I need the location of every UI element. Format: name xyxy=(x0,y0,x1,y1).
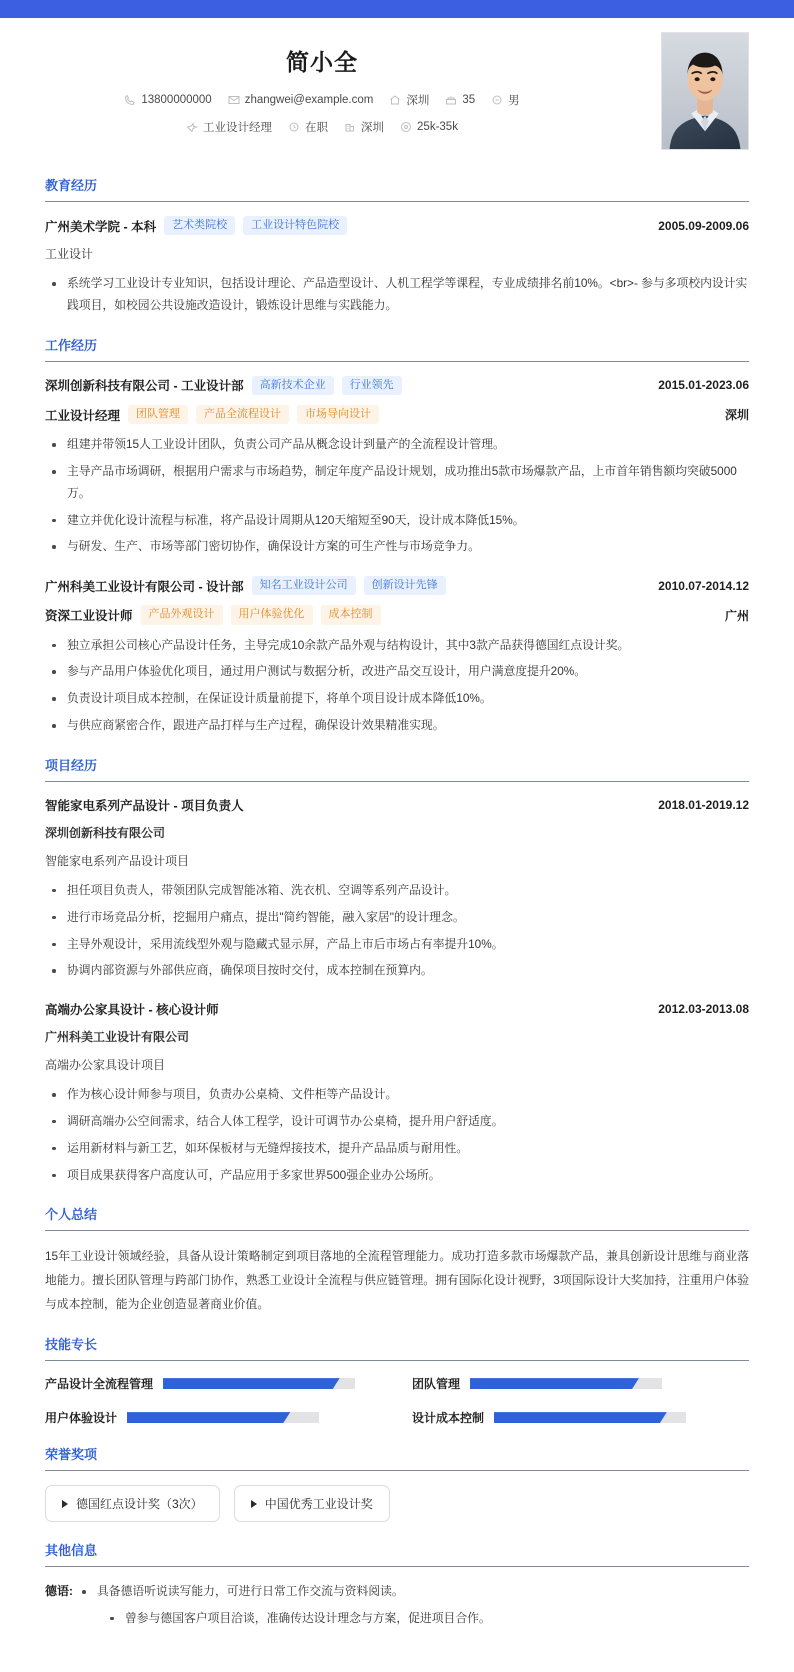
project-entry-header xyxy=(45,1000,749,1018)
list-item: 系统学习工业设计专业知识，包括设计理论、产品造型设计、人机工程学等课程，专业成绩排名前10%。<br>- 参与多项校内设计实践项目，如校园公共设施改造设计，锻炼设计思维与实践能力。 xyxy=(49,273,749,317)
project-entry-header xyxy=(45,796,749,814)
contact-location xyxy=(389,92,429,108)
work-role-tag: 市场导向设计 xyxy=(297,405,379,424)
education-tag: 艺术类院校 xyxy=(164,216,235,235)
work-role-tag: 用户体验优化 xyxy=(231,605,313,624)
list-item: 曾参与德国客户项目洽谈，准确传达设计理念与方案，促进项目合作。 xyxy=(79,1608,749,1630)
project-entry xyxy=(45,796,749,982)
skill-label: 团队管理 xyxy=(412,1377,461,1392)
skill-item xyxy=(45,1409,382,1426)
cake-icon xyxy=(445,94,457,106)
list-item: 调研高端办公空间需求，结合人体工程学，设计可调节办公桌椅，提升用户舒适度。 xyxy=(49,1111,749,1133)
work-tag: 行业领先 xyxy=(342,376,402,395)
play-triangle-icon xyxy=(62,1500,68,1508)
mail-icon xyxy=(228,94,240,106)
work-date: 2015.01-2023.06 xyxy=(658,378,749,393)
work-role-tag: 团队管理 xyxy=(128,405,188,424)
education-entry xyxy=(45,216,749,317)
salary-icon xyxy=(400,121,412,133)
list-item: 参与产品用户体验优化项目，通过用户测试与数据分析，改进产品交互设计，用户满意度提升20%。 xyxy=(49,661,749,683)
contact-phone-text: 13800000000 xyxy=(141,94,212,106)
section-title-education: 教育经历 xyxy=(45,175,749,202)
work-bullets xyxy=(49,635,749,737)
list-item: 进行市场竞品分析，挖掘用户痛点，提出"简约智能，融入家居"的设计理念。 xyxy=(49,907,749,929)
job-salary-text: 25k-35k xyxy=(417,121,458,133)
award-label: 德国红点设计奖（3次） xyxy=(76,1497,203,1512)
work-role: 资深工业设计师 xyxy=(45,609,133,624)
education-entry-header xyxy=(45,216,749,235)
section-education xyxy=(45,175,749,317)
project-company: 广州科美工业设计有限公司 xyxy=(45,1030,190,1045)
list-item: 组建并带领15人工业设计团队，负责公司产品从概念设计到量产的全流程设计管理。 xyxy=(49,434,749,456)
status-icon xyxy=(288,121,300,133)
education-school: 广州美术学院 - 本科 xyxy=(45,219,157,234)
project-name: 智能家电系列产品设计 - 项目负责人 xyxy=(45,798,244,813)
skill-progress-fill xyxy=(470,1378,639,1389)
project-subtitle: 高端办公家具设计项目 xyxy=(45,1058,166,1073)
other-info-row xyxy=(45,1581,749,1635)
skill-progress-track xyxy=(127,1412,319,1423)
job-status xyxy=(288,119,328,135)
contact-line-1 xyxy=(45,92,749,108)
skill-item xyxy=(412,1375,749,1392)
project-name: 高端办公家具设计 - 核心设计师 xyxy=(45,1003,219,1018)
target-icon xyxy=(186,121,198,133)
contact-age-text: 35 xyxy=(462,94,476,106)
list-item: 运用新材料与新工艺，如环保板材与无缝焊接技术，提升产品品质与耐用性。 xyxy=(49,1138,749,1160)
contact-location-text: 深圳 xyxy=(406,95,430,107)
work-entry-header xyxy=(45,576,749,595)
gender-icon xyxy=(491,94,503,106)
work-role-tag: 成本控制 xyxy=(321,605,381,624)
contact-age xyxy=(445,94,475,106)
list-item: 与供应商紧密合作，跟进产品打样与生产过程，确保设计效果精准实现。 xyxy=(49,715,749,737)
contact-line-2 xyxy=(45,119,749,135)
project-date: 2018.01-2019.12 xyxy=(658,797,749,812)
work-tag: 高新技术企业 xyxy=(252,376,334,395)
top-accent-bar xyxy=(0,0,794,18)
skill-progress-track xyxy=(470,1378,662,1389)
resume-page xyxy=(0,18,794,1635)
work-role-tag: 产品全流程设计 xyxy=(196,405,289,424)
list-item: 独立承担公司核心产品设计任务，主导完成10余款产品外观与结构设计，其中3款产品获得德国红点设计奖。 xyxy=(49,635,749,657)
work-date: 2010.07-2014.12 xyxy=(658,578,749,593)
skill-progress-track xyxy=(163,1378,355,1389)
skill-progress-track xyxy=(494,1412,686,1423)
job-status-text: 在职 xyxy=(305,122,329,134)
section-other-info xyxy=(45,1540,749,1635)
job-target xyxy=(186,119,272,135)
work-entry xyxy=(45,376,749,558)
list-item: 建立并优化设计流程与标准，将产品设计周期从120天缩短至90天，设计成本降低15%。 xyxy=(49,510,749,532)
skill-item xyxy=(45,1375,382,1392)
city-icon xyxy=(344,121,356,133)
work-tag: 知名工业设计公司 xyxy=(252,576,356,595)
skill-label: 用户体验设计 xyxy=(45,1411,118,1426)
skill-label: 设计成本控制 xyxy=(412,1411,485,1426)
skill-progress-fill xyxy=(163,1378,340,1389)
award-chip[interactable] xyxy=(234,1485,390,1522)
other-info-list xyxy=(79,1581,749,1635)
section-awards xyxy=(45,1444,749,1522)
work-place: 深圳 xyxy=(724,408,749,423)
contact-phone xyxy=(124,94,211,106)
awards-row xyxy=(45,1485,749,1522)
award-label: 中国优秀工业设计奖 xyxy=(264,1497,373,1512)
skills-grid xyxy=(45,1375,749,1426)
work-role: 工业设计经理 xyxy=(45,408,121,423)
section-title-work: 工作经历 xyxy=(45,335,749,362)
section-projects xyxy=(45,755,749,1187)
award-chip[interactable] xyxy=(45,1485,220,1522)
work-role-row xyxy=(45,605,749,624)
list-item: 具备德语听说读写能力，可进行日常工作交流与资料阅读。 xyxy=(79,1581,749,1603)
project-subtitle: 智能家电系列产品设计项目 xyxy=(45,853,190,868)
work-place: 广州 xyxy=(724,608,749,623)
work-role-row xyxy=(45,405,749,424)
education-bullets xyxy=(49,273,749,317)
work-tag: 创新设计先锋 xyxy=(364,576,446,595)
section-title-projects: 项目经历 xyxy=(45,755,749,782)
contact-gender xyxy=(491,92,520,108)
contact-gender-text: 男 xyxy=(508,95,520,107)
work-company: 深圳创新科技有限公司 - 工业设计部 xyxy=(45,379,244,394)
section-work xyxy=(45,335,749,737)
education-major: 工业设计 xyxy=(45,247,94,262)
project-bullets xyxy=(49,1084,749,1186)
skill-progress-fill xyxy=(494,1412,667,1423)
project-bullets xyxy=(49,880,749,982)
resume-header xyxy=(45,18,749,157)
work-role-tag: 产品外观设计 xyxy=(141,605,223,624)
section-title-awards: 荣誉奖项 xyxy=(45,1444,749,1471)
section-title-other-info: 其他信息 xyxy=(45,1540,749,1567)
home-icon xyxy=(389,94,401,106)
section-title-skills: 技能专长 xyxy=(45,1334,749,1361)
page-title: 简小全 xyxy=(286,49,358,75)
project-entry xyxy=(45,1000,749,1186)
work-company: 广州科美工业设计有限公司 - 设计部 xyxy=(45,579,244,594)
list-item: 作为核心设计师参与项目，负责办公桌椅、文件柜等产品设计。 xyxy=(49,1084,749,1106)
phone-icon xyxy=(124,94,136,106)
job-city-text: 深圳 xyxy=(361,122,385,134)
list-item: 主导外观设计，采用流线型外观与隐藏式显示屏，产品上市后市场占有率提升10%。 xyxy=(49,934,749,956)
list-item: 协调内部资源与外部供应商，确保项目按时交付，成本控制在预算内。 xyxy=(49,960,749,982)
job-target-text: 工业设计经理 xyxy=(203,122,273,134)
contact-email-text: zhangwei@example.com xyxy=(244,94,374,106)
education-tag: 工业设计特色院校 xyxy=(243,216,347,235)
job-city xyxy=(344,119,384,135)
avatar xyxy=(661,32,749,150)
skill-progress-fill xyxy=(127,1412,290,1423)
section-title-summary: 个人总结 xyxy=(45,1204,749,1231)
section-skills xyxy=(45,1334,749,1426)
job-salary xyxy=(400,121,458,133)
list-item: 负责设计项目成本控制，在保证设计质量前提下，将单个项目设计成本降低10%。 xyxy=(49,688,749,710)
other-info-label: 德语: xyxy=(45,1584,73,1599)
work-bullets xyxy=(49,434,749,558)
list-item: 项目成果获得客户高度认可，产品应用于多家世界500强企业办公场所。 xyxy=(49,1165,749,1187)
list-item: 担任项目负责人，带领团队完成智能冰箱、洗衣机、空调等系列产品设计。 xyxy=(49,880,749,902)
education-date: 2005.09-2009.06 xyxy=(658,218,749,233)
summary-text: 15年工业设计领域经验，具备从设计策略制定到项目落地的全流程管理能力。成功打造多款市场爆款产品，兼具创新设计思维与商业落地能力。擅长团队管理与跨部门协作，熟悉工业设计全流程与供应链管理。拥有国际化设计视野，3项国际设计大奖加持，注重用户体验与成本控制，能为企业创造显著商业价值。 xyxy=(45,1249,749,1311)
list-item: 与研发、生产、市场等部门密切协作，确保设计方案的可生产性与市场竞争力。 xyxy=(49,536,749,558)
work-entry xyxy=(45,576,749,737)
play-triangle-icon xyxy=(251,1500,257,1508)
list-item: 主导产品市场调研，根据用户需求与市场趋势，制定年度产品设计规划，成功推出5款市场爆款产品，上市首年销售额均突破5000万。 xyxy=(49,461,749,505)
project-company: 深圳创新科技有限公司 xyxy=(45,825,166,840)
contact-email xyxy=(228,94,374,106)
project-date: 2012.03-2013.08 xyxy=(658,1002,749,1017)
skill-label: 产品设计全流程管理 xyxy=(45,1377,154,1392)
section-summary xyxy=(45,1204,749,1316)
work-entry-header xyxy=(45,376,749,395)
skill-item xyxy=(412,1409,749,1426)
